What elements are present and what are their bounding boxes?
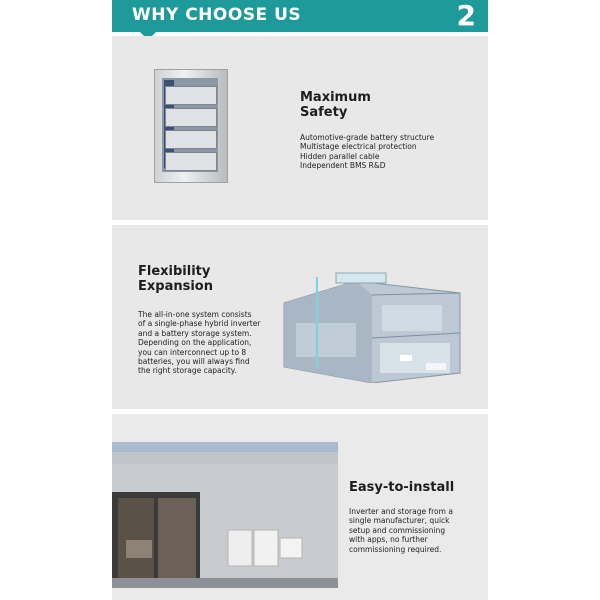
- feature-panel-install: [112, 414, 488, 600]
- feature-text-install: Inverter and storage from a single manufacturer, quick setup and commissioning with apps, no further commissioning required.: [349, 507, 453, 554]
- feature-text-flexibility: The all-in-one system consists of a single-phase hybrid inverter and a battery storage system. Depending on the application, you can interconnect up to 8 batteries, you will always find the right storage capacity.: [138, 310, 261, 376]
- feature-panel-flexibility: [112, 225, 488, 409]
- feature-text-safety: Automotive-grade battery structure Multistage electrical protection Hidden parallel cable Independent BMS R&D: [300, 133, 435, 171]
- feature-title-install: Easy-to-install: [349, 480, 455, 495]
- header-banner: [112, 0, 488, 32]
- battery-cabinet-image: [154, 69, 228, 183]
- house-illustration: [276, 263, 472, 383]
- feature-title-safety: Maximum Safety: [300, 90, 371, 120]
- wall-battery-photo: [112, 442, 338, 588]
- header-title: WHY CHOOSE US: [132, 5, 302, 25]
- content-column: [112, 0, 488, 600]
- header-number: 2: [456, 0, 476, 32]
- feature-panel-safety: [112, 36, 488, 220]
- feature-title-flexibility: Flexibility Expansion: [138, 264, 213, 294]
